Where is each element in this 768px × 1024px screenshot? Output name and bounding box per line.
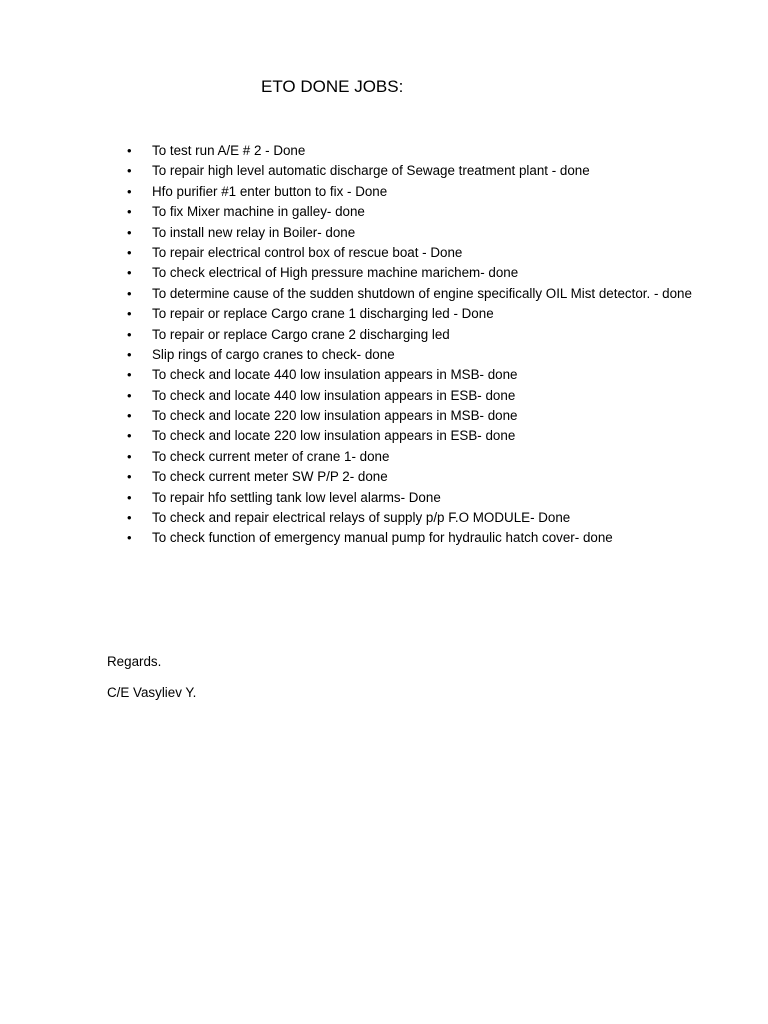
job-list-item (0, 488, 768, 508)
job-list-item (0, 325, 768, 345)
job-list-item (0, 447, 768, 467)
signature-text: C/E Vasyliev Y. (107, 685, 197, 700)
job-text: To repair electrical control box of rescue boat - Done (152, 244, 463, 260)
bullet-icon: • (127, 346, 132, 362)
job-list-item (0, 528, 768, 548)
bullet-icon: • (127, 367, 132, 383)
job-text: Hfo purifier #1 enter button to fix - Done (152, 183, 388, 199)
job-list-item (0, 223, 768, 243)
bullet-icon: • (127, 285, 132, 301)
job-list-item (0, 406, 768, 426)
bullet-icon: • (127, 489, 132, 505)
job-text: To repair high level automatic discharge of Sewage treatment plant - done (152, 163, 590, 179)
bullet-icon: • (127, 244, 132, 260)
bullet-icon: • (127, 224, 132, 240)
bullet-icon: • (127, 510, 132, 526)
bullet-icon: • (127, 265, 132, 281)
job-list-item (0, 243, 768, 263)
job-text: To check and locate 220 low insulation appears in ESB- done (152, 428, 516, 444)
job-text: To check current meter SW P/P 2- done (152, 469, 388, 485)
job-text: To check current meter of crane 1- done (152, 448, 390, 464)
job-list-item (0, 202, 768, 222)
document-title: ETO DONE JOBS: (261, 77, 404, 96)
job-list-item (0, 467, 768, 487)
bullet-icon: • (127, 204, 132, 220)
bullet-icon: • (127, 326, 132, 342)
job-list-item (0, 426, 768, 446)
job-text: To install new relay in Boiler- done (152, 224, 356, 240)
job-list-item (0, 182, 768, 202)
job-text: To determine cause of the sudden shutdown of engine specifically OIL Mist detector. - done (152, 285, 692, 301)
job-list-item (0, 345, 768, 365)
job-list-item (0, 304, 768, 324)
job-text: To check electrical of High pressure machine marichem- done (152, 265, 519, 281)
job-text: To test run A/E # 2 - Done (152, 143, 306, 158)
job-text: Slip rings of cargo cranes to check- done (152, 346, 395, 362)
job-list-item (0, 141, 768, 161)
job-list-item (0, 386, 768, 406)
job-text: To check and repair electrical relays of supply p/p F.O MODULE- Done (152, 510, 571, 526)
bullet-icon: • (127, 143, 132, 158)
bullet-icon: • (127, 530, 132, 546)
bullet-icon: • (127, 163, 132, 179)
job-text: To repair hfo settling tank low level alarms- Done (152, 489, 441, 505)
bullet-icon: • (127, 306, 132, 322)
job-list-item (0, 161, 768, 181)
bullet-icon: • (127, 387, 132, 403)
job-text: To fix Mixer machine in galley- done (152, 204, 365, 220)
bullet-icon: • (127, 408, 132, 424)
job-text: To repair or replace Cargo crane 1 discharging led - Done (152, 306, 494, 322)
bullet-icon: • (127, 183, 132, 199)
job-text: To check and locate 440 low insulation appears in ESB- done (152, 387, 516, 403)
job-list-item (0, 263, 768, 283)
closing-text: Regards. (107, 654, 162, 669)
job-list-item (0, 508, 768, 528)
job-text: To check and locate 220 low insulation appears in MSB- done (152, 408, 518, 424)
job-text: To repair or replace Cargo crane 2 discharging led (152, 326, 450, 342)
job-list-item (0, 365, 768, 385)
jobs-list (0, 141, 768, 549)
job-text: To check and locate 440 low insulation appears in MSB- done (152, 367, 518, 383)
bullet-icon: • (127, 448, 132, 464)
job-list-item (0, 284, 768, 304)
job-text: To check function of emergency manual pump for hydraulic hatch cover- done (152, 530, 613, 546)
bullet-icon: • (127, 428, 132, 444)
bullet-icon: • (127, 469, 132, 485)
